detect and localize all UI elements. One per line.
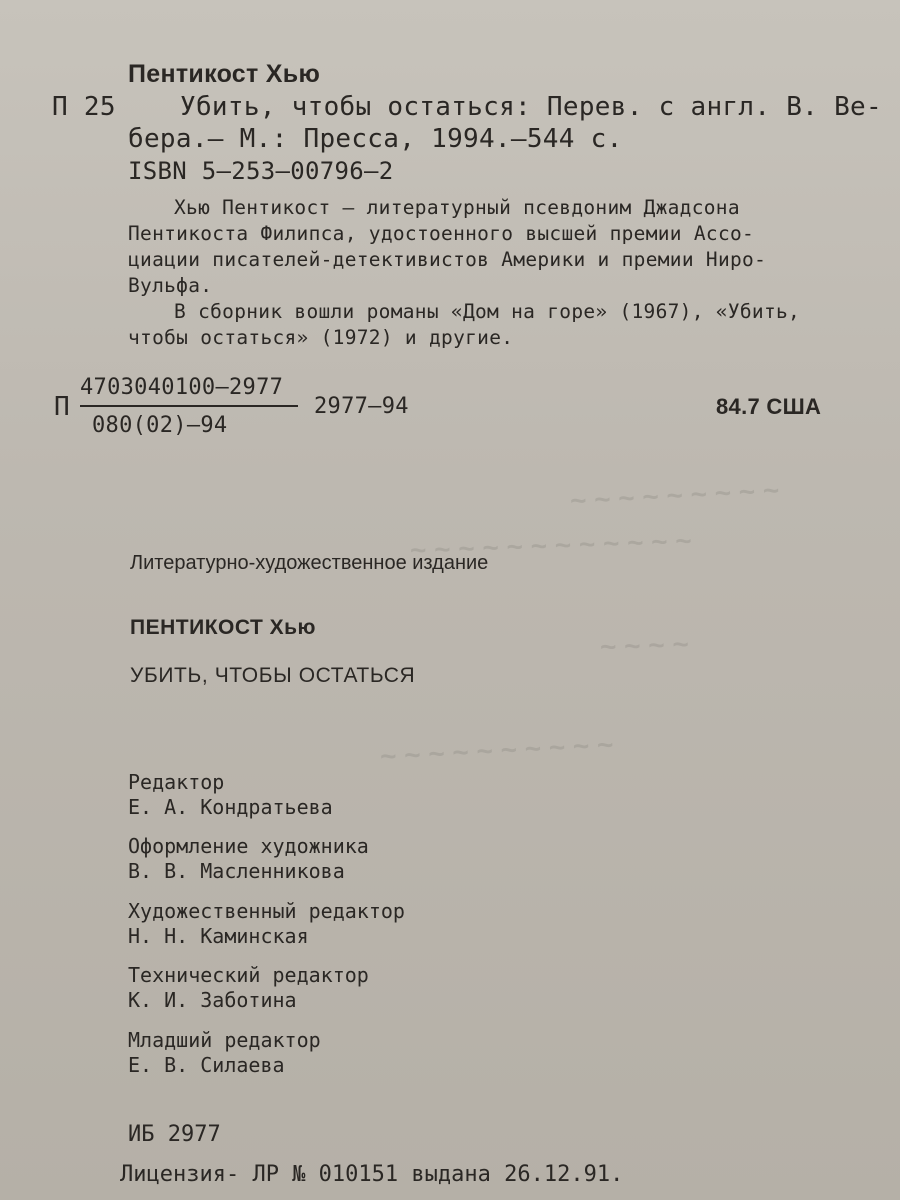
credit-role-1: Редактор: [128, 770, 225, 794]
index-numerator: 4703040100—2977: [80, 375, 284, 400]
credit-role-3: Художественный редактор: [128, 899, 405, 923]
annotation-line-5: В сборник вошли романы «Дом на горе» (1967), «Убить,: [174, 300, 801, 323]
credit-name-4: К. И. Заботина: [128, 988, 297, 1012]
annotation-line-1: Хью Пентикост — литературный псевдоним Джадсона: [174, 196, 740, 219]
show-through-text: ~ ~ ~ ~ ~ ~ ~ ~ ~: [569, 474, 781, 517]
credit-role-2: Оформление художника: [128, 834, 369, 858]
credit-name-2: В. В. Масленникова: [128, 859, 345, 883]
imprint-title: УБИТЬ, ЧТОБЫ ОСТАТЬСЯ: [130, 664, 416, 687]
index-denominator: 080(02)—94: [92, 413, 228, 438]
credit-name-5: Е. В. Силаева: [128, 1053, 285, 1077]
imprint-author: ПЕНТИКОСТ Хью: [130, 616, 316, 639]
edition-type: Литературно-художественное издание: [130, 552, 489, 574]
annotation-line-2: Пентикоста Филипса, удостоенного высшей премии Ассо-: [128, 222, 755, 245]
credit-role-5: Младший редактор: [128, 1028, 321, 1052]
annotation-line-4: Вульфа.: [128, 274, 213, 297]
index-bbk: 84.7 США: [716, 394, 822, 419]
show-through-text: ~ ~ ~ ~ ~ ~ ~ ~ ~ ~ ~ ~: [409, 525, 693, 566]
title-line-2: бера.— М.: Пресса, 1994.—544 с.: [128, 124, 623, 154]
credit-name-3: Н. Н. Каминская: [128, 924, 309, 948]
annotation-line-3: циации писателей-детективистов Америки и премии Ниро-: [128, 248, 767, 271]
license: Лицензия- ЛР № 010151 выдана 26.12.91.: [120, 1162, 624, 1187]
show-through-text: ~ ~ ~ ~: [599, 628, 690, 663]
index-letter: П: [54, 392, 70, 422]
show-through-text: ~ ~ ~ ~ ~ ~ ~ ~ ~ ~: [379, 728, 615, 773]
isbn: ISBN 5—253—00796—2: [128, 157, 394, 185]
title-line-1: Убить, чтобы остаться: Перев. с англ. В. Ве-: [180, 92, 882, 122]
credit-role-4: Технический редактор: [128, 963, 369, 987]
index-number: 2977—94: [314, 394, 409, 419]
ib-number: ИБ 2977: [128, 1122, 221, 1147]
credit-name-1: Е. А. Кондратьева: [128, 795, 333, 819]
annotation-line-6: чтобы остаться» (1972) и другие.: [128, 326, 514, 349]
classification-code: П 25: [52, 92, 116, 122]
fraction-line: [80, 405, 298, 407]
author-heading: Пентикост Хью: [128, 60, 321, 88]
